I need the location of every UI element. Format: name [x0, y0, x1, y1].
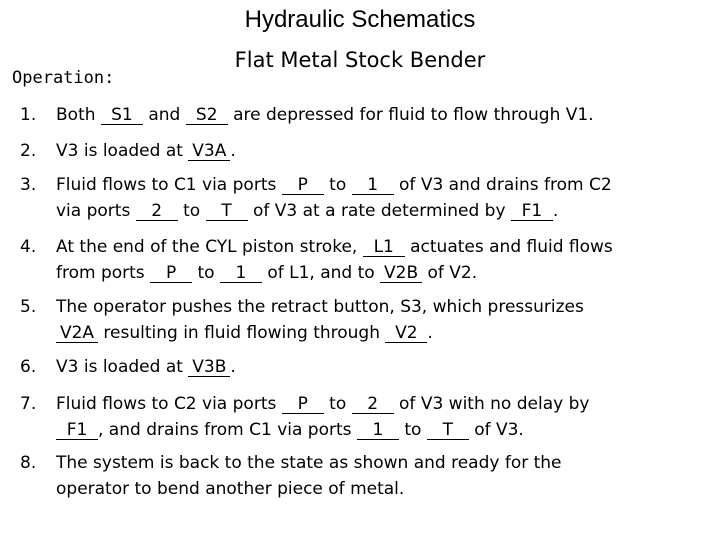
step-text: V3 is loaded at: [56, 141, 189, 161]
step-text: of L1, and to: [261, 263, 381, 283]
step-text: Fluid flows to C1 via ports: [56, 175, 282, 195]
step-text: .: [427, 323, 433, 343]
step-line: [20, 476, 710, 502]
step-text: resulting in fluid flowing through: [98, 323, 386, 343]
answer-blank: L1: [363, 239, 405, 257]
step-text: of V2.: [422, 263, 478, 283]
step-text: V3 is loaded at: [56, 357, 189, 377]
answer-blank: F1: [56, 422, 98, 440]
step-line: [20, 354, 710, 380]
step-text: actuates and fluid flows: [404, 237, 613, 257]
answer-blank: 1: [357, 422, 399, 440]
answer-blank: P: [150, 265, 192, 283]
step-text: of V3 and drains from C2: [393, 175, 612, 195]
step-1: [20, 102, 710, 128]
step-text: to: [323, 394, 352, 414]
step-text: and: [142, 105, 186, 125]
step-number: 8.: [20, 453, 37, 473]
step-4: [20, 234, 710, 286]
step-line: [20, 198, 710, 224]
step-text: of V3 with no delay by: [393, 394, 590, 414]
answer-blank: V2A: [56, 325, 98, 343]
step-text: , and drains from C1 via ports: [98, 420, 357, 440]
answer-blank: 1: [220, 265, 262, 283]
answer-blank: V3A: [188, 143, 230, 161]
step-text: to: [398, 420, 427, 440]
step-text: Both: [56, 105, 101, 125]
step-line: [20, 172, 710, 198]
step-number: 2.: [20, 141, 37, 161]
answer-blank: V2: [385, 325, 427, 343]
step-text: of V3 at a rate determined by: [247, 201, 511, 221]
step-line: [20, 320, 710, 346]
step-text: Fluid flows to C2 via ports: [56, 394, 282, 414]
step-text: to: [192, 263, 220, 283]
step-number: 5.: [20, 297, 37, 317]
step-line: [20, 260, 710, 286]
step-3: [20, 172, 710, 224]
operation-label: Operation:: [12, 68, 115, 88]
step-number: 1.: [20, 105, 37, 125]
step-6: [20, 354, 710, 380]
answer-blank: 2: [136, 203, 178, 221]
answer-blank: P: [282, 177, 324, 195]
step-text: to: [177, 201, 206, 221]
step-text: .: [230, 141, 236, 161]
step-number: 4.: [20, 237, 37, 257]
step-line: [20, 234, 710, 260]
step-text: The operator pushes the retract button, S3, which pressurizes: [56, 297, 584, 317]
answer-blank: F1: [511, 203, 553, 221]
answer-blank: T: [427, 422, 469, 440]
answer-blank: S1: [101, 107, 143, 125]
step-number: 6.: [20, 357, 37, 377]
page-subtitle: Flat Metal Stock Bender: [234, 48, 486, 72]
step-line: [20, 138, 710, 164]
step-text: to: [323, 175, 352, 195]
step-line: [20, 417, 710, 443]
step-line: [20, 102, 710, 128]
step-text: At the end of the CYL piston stroke,: [56, 237, 363, 257]
step-text: via ports: [56, 201, 136, 221]
step-line: [20, 391, 710, 417]
answer-blank: P: [282, 396, 324, 414]
answer-blank: 2: [352, 396, 394, 414]
step-line: [20, 450, 710, 476]
step-text: operator to bend another piece of metal.: [56, 479, 405, 499]
step-8: [20, 450, 710, 502]
step-text: of V3.: [468, 420, 524, 440]
step-text: are depressed for fluid to flow through V1.: [227, 105, 594, 125]
step-7: [20, 391, 710, 443]
answer-blank: 1: [352, 177, 394, 195]
step-text: .: [230, 357, 236, 377]
answer-blank: T: [206, 203, 248, 221]
answer-blank: V3B: [188, 359, 230, 377]
step-text: The system is back to the state as shown and ready for the: [56, 453, 562, 473]
page-title: Hydraulic Schematics: [244, 6, 476, 33]
answer-blank: V2B: [380, 265, 422, 283]
step-5: [20, 294, 710, 346]
step-text: .: [552, 201, 559, 221]
step-line: [20, 294, 710, 320]
step-text: from ports: [56, 263, 151, 283]
step-number: 3.: [20, 175, 37, 195]
step-2: [20, 138, 710, 164]
answer-blank: S2: [186, 107, 228, 125]
step-number: 7.: [20, 394, 37, 414]
